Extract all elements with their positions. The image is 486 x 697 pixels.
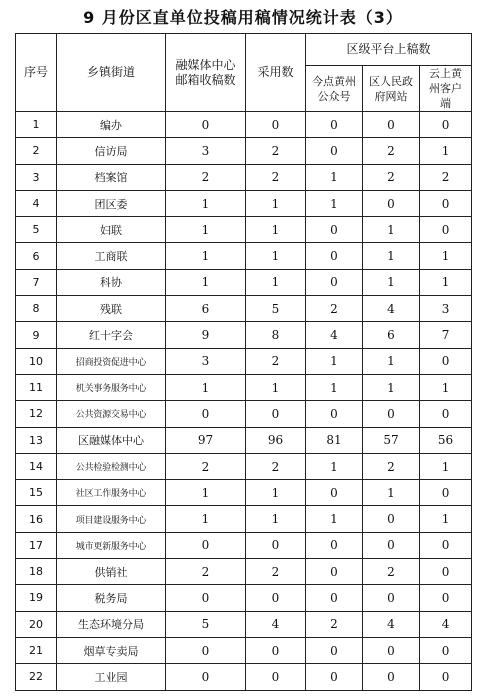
row-media-count: 9 — [166, 322, 246, 348]
row-yunshang-count: 0 — [420, 664, 472, 690]
row-gov-site-count: 1 — [363, 374, 420, 400]
row-jindian-count: 0 — [306, 559, 363, 585]
row-gov-site-count: 0 — [363, 190, 420, 216]
row-unit: 城市更新服务中心 — [57, 532, 166, 558]
row-gov-site-count: 0 — [363, 585, 420, 611]
row-jindian-count: 0 — [306, 401, 363, 427]
row-yunshang-count: 1 — [420, 506, 472, 532]
row-adopted-count: 0 — [246, 585, 306, 611]
header-yunshang: 云上黄州客户端 — [420, 66, 472, 112]
row-yunshang-count: 1 — [420, 243, 472, 269]
row-adopted-count: 0 — [246, 401, 306, 427]
row-jindian-count: 0 — [306, 112, 363, 138]
header-district-platform: 区级平台上稿数 — [306, 34, 472, 66]
row-adopted-count: 0 — [246, 112, 306, 138]
table-header — [16, 34, 472, 112]
row-unit: 妇联 — [57, 217, 166, 243]
row-media-count: 2 — [166, 164, 246, 190]
header-index: 序号 — [16, 34, 57, 112]
row-adopted-count: 0 — [246, 532, 306, 558]
row-unit: 招商投资促进中心 — [57, 348, 166, 374]
row-unit: 红十字会 — [57, 322, 166, 348]
row-jindian-count: 0 — [306, 637, 363, 663]
row-media-count: 97 — [166, 427, 246, 453]
row-yunshang-count: 0 — [420, 585, 472, 611]
row-index: 17 — [16, 532, 57, 558]
table-row — [16, 453, 472, 479]
row-gov-site-count: 6 — [363, 322, 420, 348]
row-index: 11 — [16, 374, 57, 400]
row-media-count: 1 — [166, 190, 246, 216]
row-yunshang-count: 0 — [420, 480, 472, 506]
row-unit: 区融媒体中心 — [57, 427, 166, 453]
row-unit: 机关事务服务中心 — [57, 374, 166, 400]
row-index: 3 — [16, 164, 57, 190]
row-gov-site-count: 0 — [363, 532, 420, 558]
row-unit: 生态环境分局 — [57, 611, 166, 637]
row-adopted-count: 1 — [246, 243, 306, 269]
table-row — [16, 112, 472, 138]
row-media-count: 2 — [166, 453, 246, 479]
table-row — [16, 164, 472, 190]
table-body — [16, 112, 472, 691]
row-yunshang-count: 1 — [420, 138, 472, 164]
row-unit: 税务局 — [57, 585, 166, 611]
row-index: 12 — [16, 401, 57, 427]
table-row — [16, 480, 472, 506]
table-row — [16, 401, 472, 427]
row-media-count: 3 — [166, 348, 246, 374]
row-media-count: 1 — [166, 269, 246, 295]
row-yunshang-count: 2 — [420, 164, 472, 190]
row-jindian-count: 4 — [306, 322, 363, 348]
row-gov-site-count: 4 — [363, 611, 420, 637]
table-row — [16, 506, 472, 532]
row-adopted-count: 1 — [246, 480, 306, 506]
table-row — [16, 664, 472, 690]
row-index: 4 — [16, 190, 57, 216]
page-title: 9 月份区直单位投稿用稿情况统计表（3） — [83, 8, 403, 27]
row-media-count: 1 — [166, 480, 246, 506]
row-media-count: 6 — [166, 296, 246, 322]
row-jindian-count: 1 — [306, 374, 363, 400]
row-index: 22 — [16, 664, 57, 690]
row-index: 7 — [16, 269, 57, 295]
row-yunshang-count: 0 — [420, 190, 472, 216]
row-jindian-count: 0 — [306, 480, 363, 506]
row-media-count: 0 — [166, 664, 246, 690]
row-gov-site-count: 2 — [363, 164, 420, 190]
row-index: 16 — [16, 506, 57, 532]
row-unit: 残联 — [57, 296, 166, 322]
row-gov-site-count: 0 — [363, 664, 420, 690]
table-row — [16, 322, 472, 348]
table-row — [16, 374, 472, 400]
row-adopted-count: 2 — [246, 559, 306, 585]
row-index: 8 — [16, 296, 57, 322]
row-media-count: 1 — [166, 506, 246, 532]
row-unit: 公共资源交易中心 — [57, 401, 166, 427]
row-media-count: 2 — [166, 559, 246, 585]
row-yunshang-count: 0 — [420, 637, 472, 663]
table-row — [16, 559, 472, 585]
row-index: 5 — [16, 217, 57, 243]
row-media-count: 1 — [166, 217, 246, 243]
row-yunshang-count: 0 — [420, 217, 472, 243]
row-jindian-count: 0 — [306, 217, 363, 243]
row-adopted-count: 0 — [246, 637, 306, 663]
row-index: 15 — [16, 480, 57, 506]
row-adopted-count: 1 — [246, 217, 306, 243]
row-jindian-count: 0 — [306, 243, 363, 269]
header-adopted: 采用数 — [246, 34, 306, 112]
row-yunshang-count: 0 — [420, 401, 472, 427]
header-gov-site: 区人民政府网站 — [363, 66, 420, 112]
row-adopted-count: 2 — [246, 138, 306, 164]
row-jindian-count: 1 — [306, 190, 363, 216]
row-jindian-count: 0 — [306, 585, 363, 611]
row-yunshang-count: 7 — [420, 322, 472, 348]
row-gov-site-count: 1 — [363, 217, 420, 243]
row-unit: 科协 — [57, 269, 166, 295]
row-unit: 公共检验检测中心 — [57, 453, 166, 479]
row-gov-site-count: 1 — [363, 348, 420, 374]
row-adopted-count: 1 — [246, 269, 306, 295]
row-unit: 工商联 — [57, 243, 166, 269]
table-row — [16, 190, 472, 216]
row-jindian-count: 1 — [306, 348, 363, 374]
row-jindian-count: 2 — [306, 296, 363, 322]
row-jindian-count: 1 — [306, 164, 363, 190]
row-unit: 社区工作服务中心 — [57, 480, 166, 506]
row-media-count: 0 — [166, 637, 246, 663]
row-gov-site-count: 0 — [363, 506, 420, 532]
row-index: 6 — [16, 243, 57, 269]
row-media-count: 0 — [166, 585, 246, 611]
row-yunshang-count: 1 — [420, 269, 472, 295]
row-media-count: 1 — [166, 374, 246, 400]
row-unit: 档案馆 — [57, 164, 166, 190]
row-jindian-count: 0 — [306, 269, 363, 295]
row-unit: 编办 — [57, 112, 166, 138]
row-yunshang-count: 0 — [420, 532, 472, 558]
row-index: 13 — [16, 427, 57, 453]
row-unit: 工业园 — [57, 664, 166, 690]
table-row — [16, 611, 472, 637]
row-adopted-count: 5 — [246, 296, 306, 322]
row-adopted-count: 96 — [246, 427, 306, 453]
table-row — [16, 532, 472, 558]
row-adopted-count: 1 — [246, 374, 306, 400]
row-yunshang-count: 56 — [420, 427, 472, 453]
row-yunshang-count: 3 — [420, 296, 472, 322]
row-unit: 项目建设服务中心 — [57, 506, 166, 532]
row-jindian-count: 0 — [306, 664, 363, 690]
row-gov-site-count: 0 — [363, 637, 420, 663]
row-adopted-count: 8 — [246, 322, 306, 348]
row-index: 19 — [16, 585, 57, 611]
row-yunshang-count: 4 — [420, 611, 472, 637]
table-row — [16, 138, 472, 164]
header-town: 乡镇街道 — [57, 34, 166, 112]
row-yunshang-count: 0 — [420, 559, 472, 585]
row-jindian-count: 2 — [306, 611, 363, 637]
header-media-center: 融媒体中心邮箱收稿数 — [166, 34, 246, 112]
row-gov-site-count: 4 — [363, 296, 420, 322]
row-index: 20 — [16, 611, 57, 637]
row-adopted-count: 4 — [246, 611, 306, 637]
table-row — [16, 269, 472, 295]
row-jindian-count: 0 — [306, 532, 363, 558]
row-adopted-count: 2 — [246, 164, 306, 190]
row-gov-site-count: 1 — [363, 480, 420, 506]
row-index: 9 — [16, 322, 57, 348]
table-row — [16, 585, 472, 611]
row-adopted-count: 1 — [246, 190, 306, 216]
table-row — [16, 296, 472, 322]
row-index: 21 — [16, 637, 57, 663]
row-index: 2 — [16, 138, 57, 164]
row-yunshang-count: 1 — [420, 453, 472, 479]
row-jindian-count: 81 — [306, 427, 363, 453]
table-row — [16, 348, 472, 374]
table-row — [16, 217, 472, 243]
row-media-count: 0 — [166, 401, 246, 427]
row-adopted-count: 2 — [246, 453, 306, 479]
row-adopted-count: 0 — [246, 664, 306, 690]
row-media-count: 3 — [166, 138, 246, 164]
row-unit: 供销社 — [57, 559, 166, 585]
row-gov-site-count: 1 — [363, 269, 420, 295]
table-row — [16, 427, 472, 453]
row-index: 18 — [16, 559, 57, 585]
row-yunshang-count: 0 — [420, 348, 472, 374]
row-adopted-count: 2 — [246, 348, 306, 374]
row-jindian-count: 0 — [306, 138, 363, 164]
row-gov-site-count: 0 — [363, 401, 420, 427]
row-media-count: 5 — [166, 611, 246, 637]
row-index: 1 — [16, 112, 57, 138]
row-unit: 团区委 — [57, 190, 166, 216]
row-yunshang-count: 1 — [420, 374, 472, 400]
row-media-count: 0 — [166, 532, 246, 558]
row-gov-site-count: 2 — [363, 453, 420, 479]
header-jindian: 今点黄州公众号 — [306, 66, 363, 112]
table-row — [16, 637, 472, 663]
table-row — [16, 243, 472, 269]
row-unit: 信访局 — [57, 138, 166, 164]
row-adopted-count: 1 — [246, 506, 306, 532]
row-jindian-count: 1 — [306, 506, 363, 532]
row-jindian-count: 1 — [306, 453, 363, 479]
row-gov-site-count: 1 — [363, 243, 420, 269]
row-unit: 烟草专卖局 — [57, 637, 166, 663]
row-gov-site-count: 2 — [363, 138, 420, 164]
statistics-table — [15, 33, 472, 691]
row-gov-site-count: 57 — [363, 427, 420, 453]
row-gov-site-count: 0 — [363, 112, 420, 138]
row-index: 14 — [16, 453, 57, 479]
row-media-count: 0 — [166, 112, 246, 138]
row-gov-site-count: 2 — [363, 559, 420, 585]
row-yunshang-count: 0 — [420, 112, 472, 138]
row-media-count: 1 — [166, 243, 246, 269]
row-index: 10 — [16, 348, 57, 374]
